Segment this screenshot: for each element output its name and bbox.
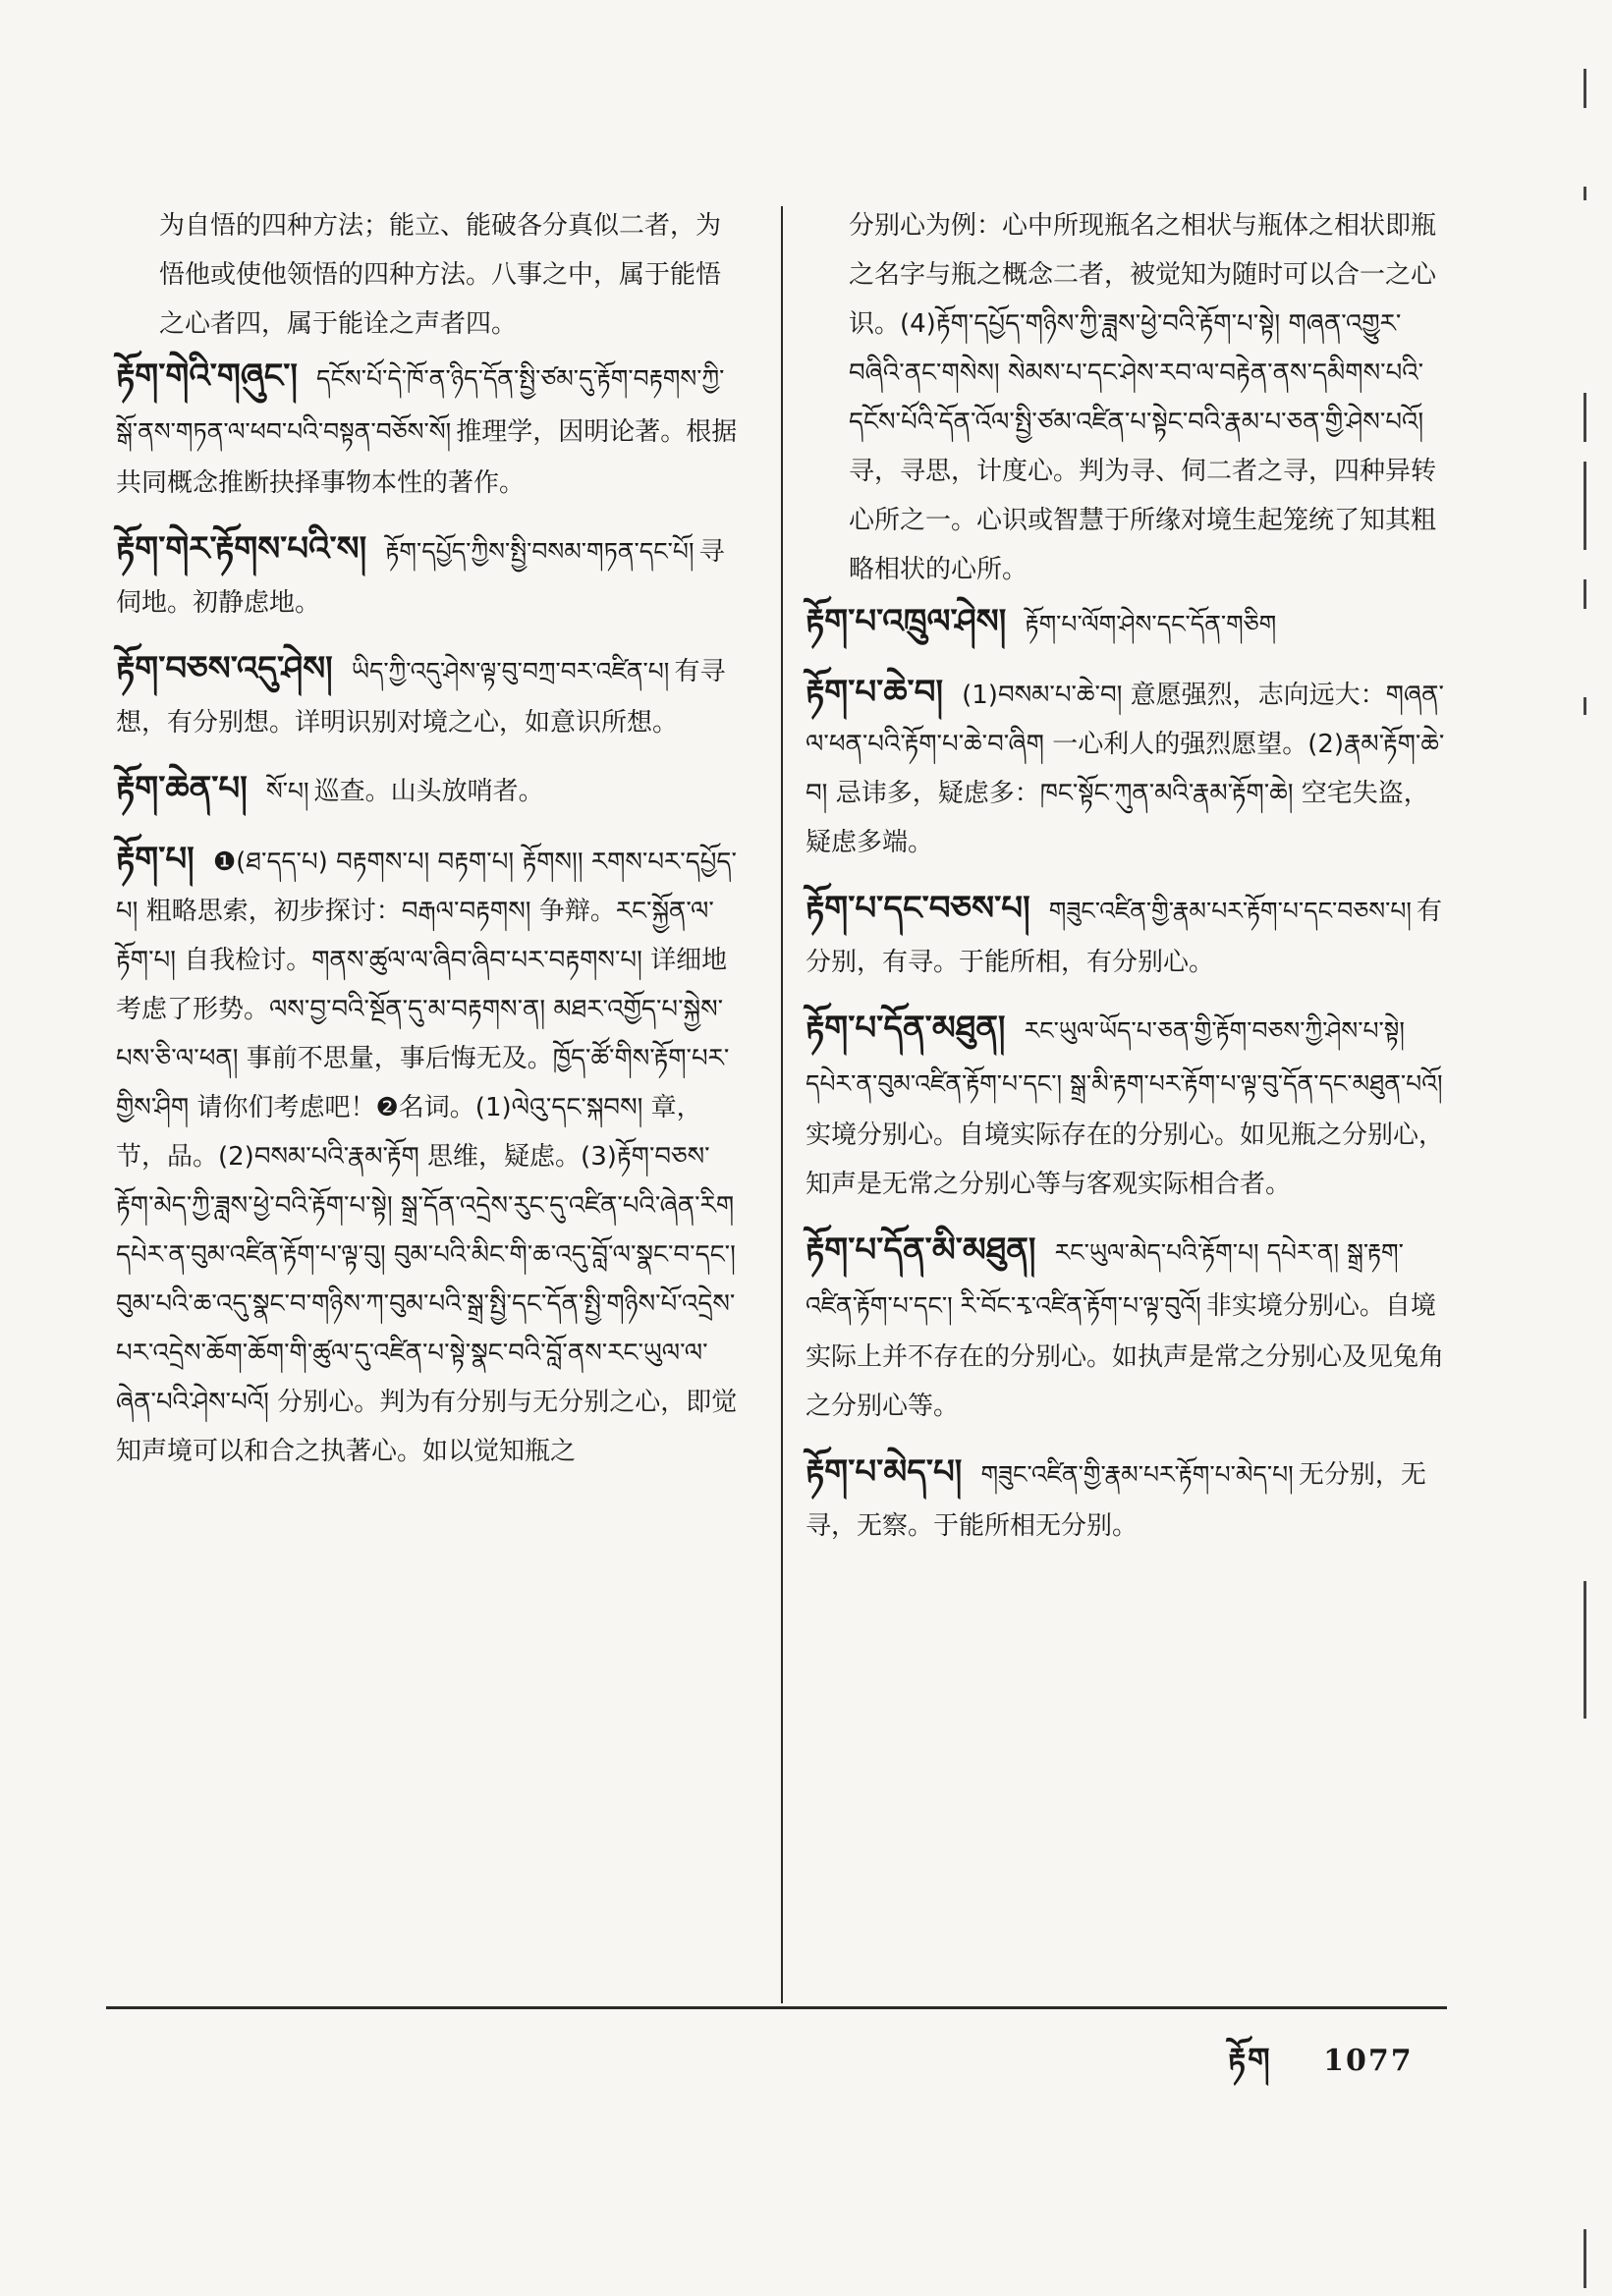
dictionary-entry [806, 594, 1454, 651]
entry-headword: རྟོག་བཅས་འདུ་ཤེས། [116, 649, 333, 688]
entry-headword: རྟོག་པ་མེད་པ། [806, 1452, 963, 1492]
entry-tibetan-definition: རྟོག་དཔྱོད་ཀྱིས་སྤྱི་བསམ་གཏན་དང་པོ། [385, 537, 695, 566]
left-column [116, 201, 745, 1490]
dictionary-entry [806, 665, 1454, 867]
running-headword: རྟོག [1228, 2041, 1272, 2078]
entry-headword: རྟོག་པ་དོན་མཐུན། [806, 1009, 1006, 1048]
entry-tibetan-definition: རྟོག་པ་ལོག་ཤེས་དང་དོན་གཅིག [1025, 610, 1277, 638]
entry-headword: རྟོག་པ་དོན་མི་མཐུན། [806, 1230, 1036, 1270]
entry-chinese-definition: 实境分别心。自境实际存在的分别心。如见瓶之分别心，知声是无常之分别心等与客观实际相合者。 [806, 1121, 1445, 1199]
continuation-text: 为自悟的四种方法；能立、能破各分真似二者，为悟他或使他领悟的四种方法。八事之中，属于能悟之心者四，属于能诠之声者四。 [159, 211, 722, 339]
page-edge-marks [1584, 69, 1595, 2288]
dictionary-entry [116, 832, 745, 1476]
entry-chinese-definition: 非实境分别心。自境实际上并不存在的分别心。如执声是常之分别心及见兔角之分别心等。 [806, 1291, 1445, 1421]
entry-chinese-definition: 有寻想，有分别想。详明识别对境之心，如意识所想。 [116, 657, 726, 738]
entry-body: (1)བསམ་པ་ཆེ་བ། 意愿强烈，志向远大：གཞན་ལ་ཕན་པའི་རྟོག་པ་ཆེ་བ་ཞིག 一心利人的强烈愿望。(2)རྣམ་རྟོག་ཆེ་བ། 忌讳多，疑虑多：ཁང་སྟོང་ཀུན་མའི་རྣམ་རྟོག་ཆེ། 空宅失盗，疑虑多端。 [806, 681, 1445, 857]
entry-headword: རྟོག་པ་དང་བཅས་པ། [806, 889, 1030, 928]
page-number: 1077 [1323, 2044, 1414, 2078]
entry-tibetan-definition: རང་ཡུལ་མེད་པའི་རྟོག་པ། དཔེར་ན། སྒྲ་རྟག་འཛིན་རྟོག་པ་དང་། རི་བོང་རྭ་འཛིན་རྟོག་པ་ལྟ་བུའོ། [806, 1238, 1404, 1320]
page-footer [1228, 2025, 1414, 2113]
entry-headword: རྟོག་པ་ཆེ་བ། [806, 673, 944, 712]
entry-body: ❶(ཐ་དད་པ) བརྟགས་པ། བརྟག་པ། རྟོགས།། རགས་པར་དཔྱོད་པ། 粗略思索，初步探讨：བརྒལ་བརྟགས། 争辩。རང་སྐྱོན་ལ་རྟོག་པ། 自我检讨。གནས་ཚུལ་ལ་ཞིབ་ཞིབ་པར་བརྟགས་པ། 详细地考虑了形势。ལས་བྱ་བའི་སྔོན་དུ་མ་བརྟགས་ན། མཐར་འགྱོད་པ་སྐྱེས་པས་ཅི་ལ་ཕན། 事前不思量，事后悔无及。ཁྱོད་ཚོ་གིས་རྟོག་པར་གྱིས་ཤིག 请你们考虑吧！❷名词。(1)ལེའུ་དང་སྐབས། 章，节，品。(2)བསམ་པའི་རྣམ་རྟོག 思维，疑虑。(3)རྟོག་བཅས་རྟོག་མེད་ཀྱི་ཟླས་ཕྱེ་བའི་རྟོག་པ་སྟེ། སྒྲ་དོན་འདྲེས་རུང་དུ་འཛིན་པའི་ཞེན་རིག དཔེར་ན་བུམ་འཛིན་རྟོག་པ་ལྟ་བུ། བུམ་པའི་མིང་གི་ཆ་འདུ་བློ་ལ་སྣང་བ་དང་། བུམ་པའི་ཆ་འདུ་སྣང་བ་གཉིས་ཀ་བུམ་པའི་སྒྲ་སྤྱི་དང་དོན་སྤྱི་གཉིས་པོ་འདྲེས་པར་འདྲེས་ཆོག་ཆོག་གི་ཚུལ་དུ་འཛིན་པ་སྟེ་སྣང་བའི་བློ་ནས་རང་ཡུལ་ལ་ཞེན་པའི་ཤེས་པའོ། 分别心。判为有分别与无分别之心，即觉知声境可以和合之执著心。如以觉知瓶之 [116, 847, 738, 1466]
dictionary-entry [806, 881, 1454, 987]
dictionary-entry [116, 641, 745, 747]
dictionary-entry [806, 1445, 1454, 1551]
entry-tibetan-definition: སོ་པ། [265, 777, 309, 805]
entry-tibetan-definition: དངོས་པོ་དེ་ཁོ་ན་ཉིད་དོན་སྤྱི་ཙམ་དུ་རྟོག་བརྟགས་ཀྱི་སྒོ་ནས་གཏན་ལ་ཕབ་པའི་བསྟན་བཅོས་སོ། [116, 364, 725, 446]
entry-tibetan-definition: གཟུང་འཛིན་གྱི་རྣམ་པར་རྟོག་པ་དང་བཅས་པ། [1048, 897, 1412, 925]
entry-headword: རྟོག་གེའི་གཞུང་། [116, 356, 298, 396]
footer-rule [106, 2006, 1447, 2009]
entry-tibetan-definition: ཡིད་ཀྱི་འདུ་ཤེས་ལྟ་བུ་བཀྲ་བར་འཛིན་པ། [351, 657, 670, 685]
dictionary-entry [116, 349, 745, 508]
dictionary-entry [116, 521, 745, 628]
entry-headword: རྟོག་པ། [116, 840, 195, 879]
entry-chinese-definition: 寻伺地。初静虑地。 [116, 537, 725, 618]
continuation-text: 分别心为例：心中所现瓶名之相状与瓶体之相状即瓶之名字与瓶之概念二者，被觉知为随时可以合一之心识。(4)རྟོག་དཔྱོད་གཉིས་ཀྱི་ཟླས་ཕྱེ་བའི་རྟོག་པ་སྟེ། གཞན་འགྱུར་བཞིའི་ནང་གསེས། སེམས་པ་དང་ཤེས་རབ་ལ་བརྟེན་ནས་དམིགས་པའི་དངོས་པོའི་དོན་འོལ་སྤྱི་ཙམ་འཛིན་པ་སྟེང་བའི་རྣམ་པ་ཅན་གྱི་ཤེས་པའོ། 寻，寻思，计度心。判为寻、伺二者之寻，四种异转心所之一。心识或智慧于所缘对境生起笼统了知其粗略相状的心所。 [849, 211, 1437, 584]
entry-chinese-definition: 无分别，无寻，无察。于能所相无分别。 [806, 1460, 1426, 1541]
entry-headword: རྟོག་ཆེན་པ། [116, 769, 248, 808]
entry-chinese-definition: 推理学，因明论著。根据共同概念推断抉择事物本性的著作。 [116, 417, 738, 498]
entry-headword: རྟོག་པ་འཁྲུལ་ཤེས། [806, 602, 1007, 641]
column-divider [781, 206, 783, 2003]
dictionary-entry [116, 761, 745, 818]
dictionary-entry [806, 1223, 1454, 1431]
entry-chinese-definition: 有分别，有寻。于能所相，有分别心。 [806, 897, 1443, 977]
dictionary-entry [806, 1001, 1454, 1209]
entry-tibetan-definition: རང་ཡུལ་ཡོད་པ་ཅན་གྱི་རྟོག་བཅས་ཀྱི་ཤེས་པ་སྟེ། དཔེར་ན་བུམ་འཛིན་རྟོག་པ་དང་། སྒྲ་མི་རྟག་པར་རྟོག་པ་ལྟ་བུ་དོན་དང་མཐུན་པའོ། [806, 1016, 1443, 1098]
entry-tibetan-definition: གཟུང་འཛིན་གྱི་རྣམ་པར་རྟོག་པ་མེད་པ། [980, 1460, 1294, 1489]
entry-chinese-definition: 巡查。山头放哨者。 [313, 777, 544, 806]
right-column [806, 201, 1454, 1564]
entry-headword: རྟོག་གེར་རྟོགས་པའི་ས། [116, 529, 367, 569]
